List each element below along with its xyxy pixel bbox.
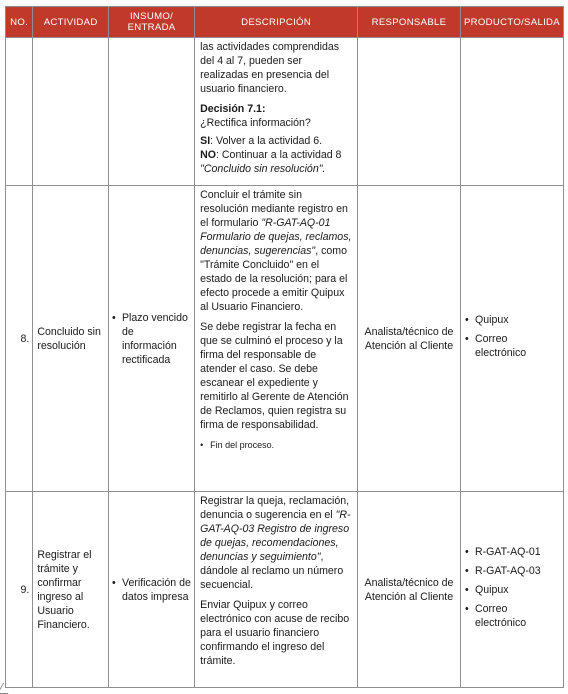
end-of-process-text: Fin del proceso. [210,440,275,450]
cell-producto [460,38,563,186]
output-text: Quipux [474,313,509,326]
output-text: R-GAT-AQ-03 [474,564,541,577]
activity-responsible: Analista/técnico de Atención al Cliente [358,186,461,492]
header-responsable: RESPONSABLE [358,7,461,38]
output-text: Correo electrónico [474,602,527,629]
header-producto: PRODUCTO/SALIDA [460,7,563,38]
cell-responsable [358,38,461,186]
table-row-continuation [6,38,564,186]
form-reference: "R-GAT-AQ-01 Formulario de quejas, reclamos, denuncias, sugerencias" [200,217,352,257]
header-insumo: INSUMO/ ENTRADA [108,7,194,38]
decision-no-target: "Concluido sin resolución". [200,163,326,175]
decision-title: Decisión 7.1: [200,103,266,115]
header-descripcion: DESCRIPCIÓN [195,7,358,38]
decision-question: ¿Rectifica información? [200,117,311,129]
output-item [465,313,559,327]
activity-responsible: Analista/técnico de Atención al Cliente [358,492,461,688]
description-paragraph: Se debe registrar la fecha en que se culminó el proceso y la firma del responsable de atender el caso. Se debe escanear el expediente y remitirlo al Gerente de Atención de Reclamos, quien registra su firma de responsabilidad. [200,321,349,431]
output-item [465,545,559,559]
output-item [465,332,559,360]
description-paragraph: Enviar Quipux y correo electrónico con acuse de recibo para el usuario financiero confirmando el ingreso del trámite. [200,599,350,667]
table-row [6,492,564,688]
activity-outputs [460,186,563,492]
page-corner-mark [0,683,14,694]
description-text: , dándole al reclamo un número secuencial. [200,551,344,591]
activity-name: Registrar el trámite y confirmar ingreso al Usuario Financiero. [33,492,109,688]
decision-no-text: : Continuar a la actividad 8 [216,149,342,161]
cell-no [6,38,33,186]
output-item [465,583,559,597]
input-text: Verificación de datos impresa [121,576,191,603]
activity-name: Concluido sin resolución [33,186,109,492]
output-text: Correo electrónico [474,332,527,359]
description-text: , como "Trámite Concluido" en el estado de la resolución; para el efecto procede a emitir Quipux al Usuario Financiero. [200,245,348,313]
cell-descripcion [195,38,358,186]
activity-number: 9. [6,492,33,688]
description-text: Concluir el trámite sin resolución mediante registro en el formulario [200,189,348,229]
form-reference: "R-GAT-AQ-03 Registro de ingreso de quejas, recomendaciones, denuncias y seguimiento" [200,509,351,563]
output-text: R-GAT-AQ-01 [474,545,541,558]
bullet-icon: • [111,576,116,589]
description-paragraph [200,188,352,314]
bullet-icon: • [464,564,469,577]
decision-block [200,102,352,130]
cell-insumo [108,38,194,186]
bullet-icon: • [464,583,469,596]
procedure-table [5,6,564,688]
decision-si-text: : Volver a la actividad 6. [210,135,323,147]
procedure-table-page [5,6,564,688]
bullet-icon: • [111,311,116,324]
activity-outputs [460,492,563,688]
table-row [6,186,564,492]
bullet-icon: • [464,545,469,558]
decision-si-label: SI [200,135,211,147]
decision-no-label: NO [200,149,217,161]
bullet-icon: • [464,313,469,326]
description-text: las actividades comprendidas del 4 al 7, pueden ser realizadas en presencia del usuario financiero. [200,41,340,95]
decision-options [200,134,352,176]
bullet-icon: • [200,440,204,450]
description-paragraph [200,494,352,592]
end-of-process [200,438,352,452]
input-text: Plazo vencido de información rectificada [121,311,188,366]
header-actividad: ACTIVIDAD [33,7,109,38]
output-text: Quipux [474,583,509,596]
activity-description [195,492,358,688]
bullet-icon: • [464,602,469,615]
header-no: NO. [6,7,33,38]
output-item [465,564,559,578]
description-text: Registrar la queja, reclamación, denuncia o sugerencia en el [200,495,350,521]
activity-input [108,186,194,492]
activity-input [108,492,194,688]
table-header-row [6,7,564,38]
activity-number: 8. [6,186,33,492]
bullet-icon: • [464,332,469,345]
activity-description [195,186,358,492]
output-item [465,602,559,630]
cell-actividad [33,38,109,186]
